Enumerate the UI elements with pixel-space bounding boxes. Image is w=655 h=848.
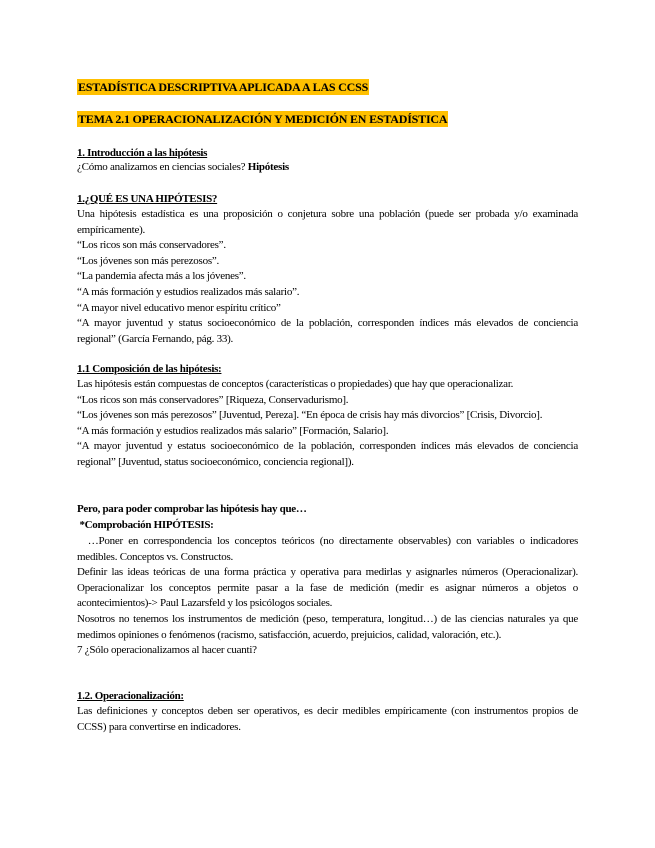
definition-paragraph: Una hipótesis estadística es una proposición o conjetura sobre una población (puede ser probada y/o examinada empíricamente). — [77, 208, 578, 236]
section-heading-intro: 1. Introducción a las hipótesis — [77, 147, 208, 159]
operationalization-paragraph: Las definiciones y conceptos deben ser operativos, es decir medibles empíricamente (con instrumentos propios de CCSS) para convertirse en indicadores. — [77, 705, 578, 733]
example-line: “Los ricos son más conservadores”. — [77, 239, 226, 252]
question-text: ¿Cómo analizamos en ciencias sociales? — [77, 161, 248, 173]
section-heading-what-is: 1.¿QUÉ ES UNA HIPÓTESIS? — [77, 193, 218, 205]
intro-question — [77, 160, 578, 176]
verification-line: …Poner en correspondencia los conceptos teóricos (no directamente observables) con variables o indicadores medibles. Conceptos vs. Constructos. — [77, 535, 581, 563]
example-line: “A mayor nivel educativo menor espíritu crítico” — [77, 301, 281, 314]
example-line: “A más formación y estudios realizados más salario”. — [77, 285, 300, 298]
section-heading-operationalization: 1.2. Operacionalización: — [77, 690, 184, 702]
example-line: “La pandemia afecta más a los jóvenes”. — [77, 270, 246, 283]
composition-line: “Los ricos son más conservadores” [Riqueza, Conservadurismo]. — [77, 393, 349, 406]
operationalization-body — [77, 704, 578, 735]
composition-line: Las hipótesis están compuestas de conceptos (características o propiedades) que hay que operacionalizar. — [77, 378, 514, 390]
composition-line: “Los jóvenes son más perezosos” [Juventud, Pereza]. “En época de crisis hay más divorcios” [Crisis, Divorcio]. — [77, 409, 543, 422]
verification-line: 7 ¿Sólo operacionalizamos al hacer cuanti? — [77, 644, 257, 657]
question-answer: Hipótesis — [247, 161, 289, 173]
composition-line: “A más formación y estudios realizados más salario” [Formación, Salario]. — [77, 424, 389, 437]
verification-body — [77, 534, 581, 659]
topic-title: TEMA 2.1 OPERACIONALIZACIÓN Y MEDICIÓN EN ESTADÍSTICA — [78, 112, 448, 126]
verification-lead: Pero, para poder comprobar las hipótesis hay que… — [77, 503, 307, 515]
verification-line: Nosotros no tenemos los instrumentos de medición (peso, temperatura, longitud…) de las ciencias naturales ya que medimos opiniones o fenómenos (racismo, satisfacción, acuerdo, prejuicios, calidad, valoración, etc.). — [77, 612, 578, 641]
example-line: “Los jóvenes son más perezosos”. — [77, 254, 219, 267]
document-title: ESTADÍSTICA DESCRIPTIVA APLICADA A LAS CCSS — [78, 80, 369, 94]
section-heading-composition: 1.1 Composición de las hipótesis: — [77, 363, 222, 375]
composition-line: “A mayor juventud y estatus socioeconómico de la población, corresponden índices más elevados de conciencia regional” [Juventud, status socioeconómico, conciencia regional]). — [77, 440, 578, 468]
verification-subheading: *Comprobación HIPÓTESIS: — [77, 519, 214, 531]
composition-body — [77, 377, 578, 471]
example-line: “A mayor juventud y status socioeconómico de la población, corresponden índices más elevados de conciencia regional” (García Fernando, pág. 33). — [77, 317, 578, 345]
verification-line: Definir las ideas teóricas de una forma práctica y operativa para medirlas y asignarles números (Operacionalizar). Operacionalizar los conceptos permite pasar a la fase de medición (medir es asignar números a objetos o acontecimientos)-> Paul Lazarsfeld y los psicólogos sociales. — [77, 566, 578, 610]
what-is-body — [77, 207, 578, 347]
